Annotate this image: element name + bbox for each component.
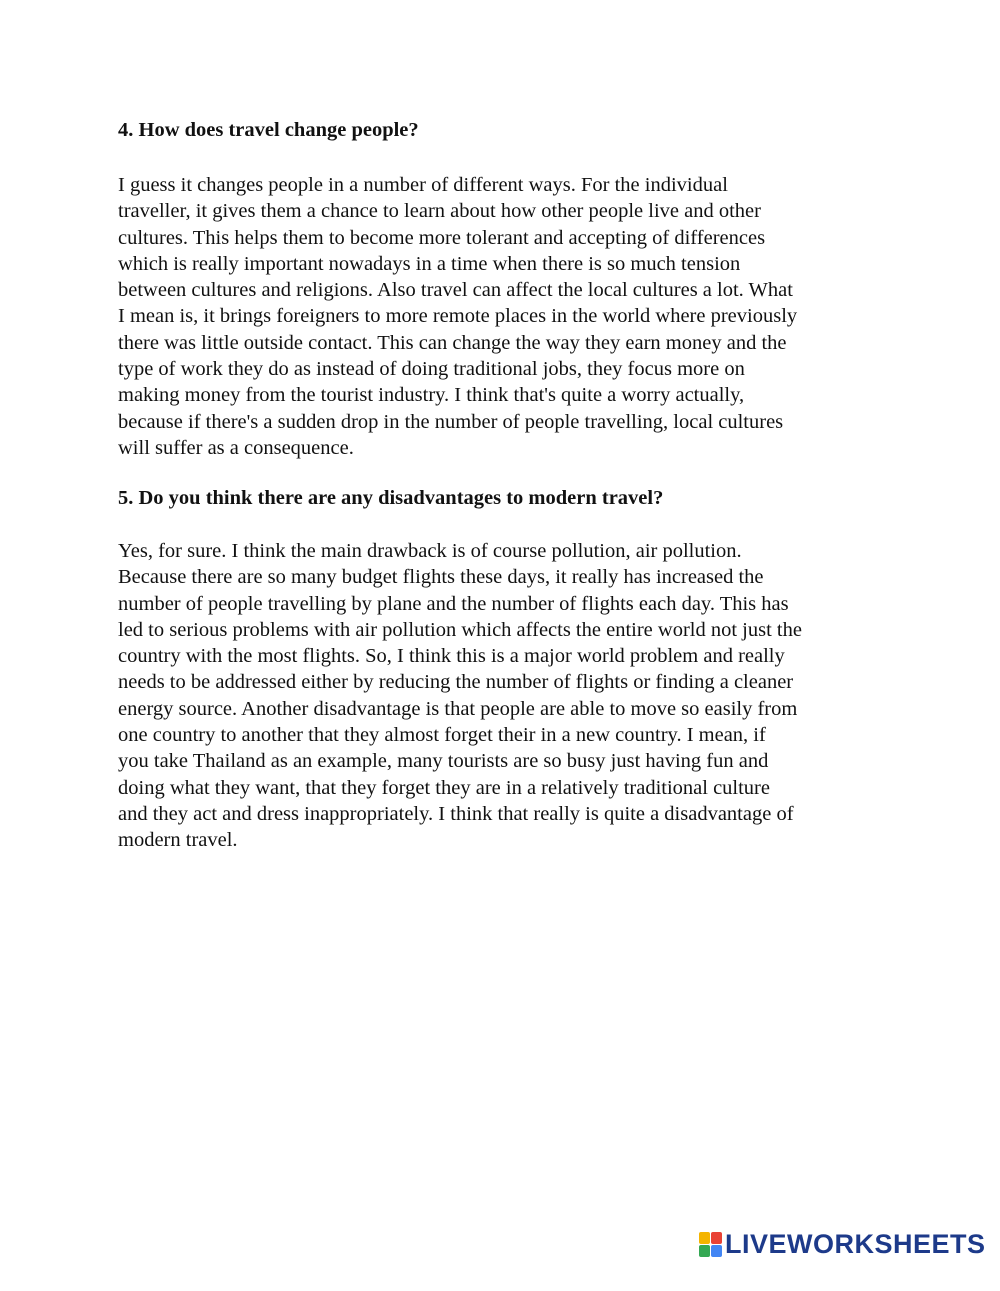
- answer-line: between cultures and religions. Also travel can affect the local cultures a lot. What: [118, 279, 793, 302]
- answer-line: I guess it changes people in a number of different ways. For the individual: [118, 174, 728, 196]
- logo-tile: [711, 1232, 722, 1244]
- answer-line: Yes, for sure. I think the main drawback is of course pollution, air pollution.: [118, 540, 742, 562]
- answer-line: making money from the tourist industry. I think that's quite a worry actually,: [118, 384, 745, 407]
- answer-line: Because there are so many budget flights these days, it really has increased the: [118, 566, 764, 589]
- liveworksheets-logo-icon: [699, 1232, 721, 1256]
- brand-name: LIVEWORKSHEETS: [725, 1229, 986, 1259]
- answer-line: country with the most flights. So, I think this is a major world problem and really: [118, 645, 785, 668]
- liveworksheets-brand[interactable]: [699, 1229, 986, 1259]
- question-5-answer: [118, 538, 898, 854]
- answer-line: which is really important nowadays in a time when there is so much tension: [118, 252, 741, 275]
- answer-line: doing what they want, that they forget they are in a relatively traditional culture: [118, 776, 770, 799]
- question-4-heading: 4. How does travel change people?: [118, 119, 419, 141]
- answer-line: I mean is, it brings foreigners to more remote places in the world where previously: [118, 305, 798, 328]
- answer-line: traveller, it gives them a chance to learn about how other people live and other: [118, 200, 761, 223]
- answer-line: cultures. This helps them to become more tolerant and accepting of differences: [118, 226, 766, 249]
- answer-line: there was little outside contact. This can change the way they earn money and the: [118, 331, 787, 354]
- question-4-answer: [118, 172, 898, 461]
- question-5-heading: 5. Do you think there are any disadvantages to modern travel?: [118, 487, 664, 509]
- answer-line: will suffer as a consequence.: [118, 436, 354, 459]
- answer-line: type of work they do as instead of doing traditional jobs, they focus more on: [118, 358, 745, 381]
- logo-tile: [711, 1245, 722, 1257]
- answer-line: and they act and dress inappropriately. I think that really is quite a disadvantage of: [118, 802, 794, 825]
- logo-tile: [699, 1232, 710, 1244]
- answer-line: because if there's a sudden drop in the number of people travelling, local cultures: [118, 410, 784, 433]
- answer-line: needs to be addressed either by reducing the number of flights or finding a cleaner: [118, 671, 794, 694]
- answer-line: energy source. Another disadvantage is that people are able to move so easily from: [118, 697, 798, 720]
- answer-line: modern travel.: [118, 829, 238, 852]
- answer-line: you take Thailand as an example, many tourists are so busy just having fun and: [118, 750, 769, 773]
- answer-line: led to serious problems with air pollution which affects the entire world not just the: [118, 618, 802, 641]
- answer-line: one country to another that they almost forget their in a new country. I mean, if: [118, 724, 766, 747]
- answer-line: number of people travelling by plane and the number of flights each day. This has: [118, 592, 789, 615]
- logo-tile: [699, 1245, 710, 1257]
